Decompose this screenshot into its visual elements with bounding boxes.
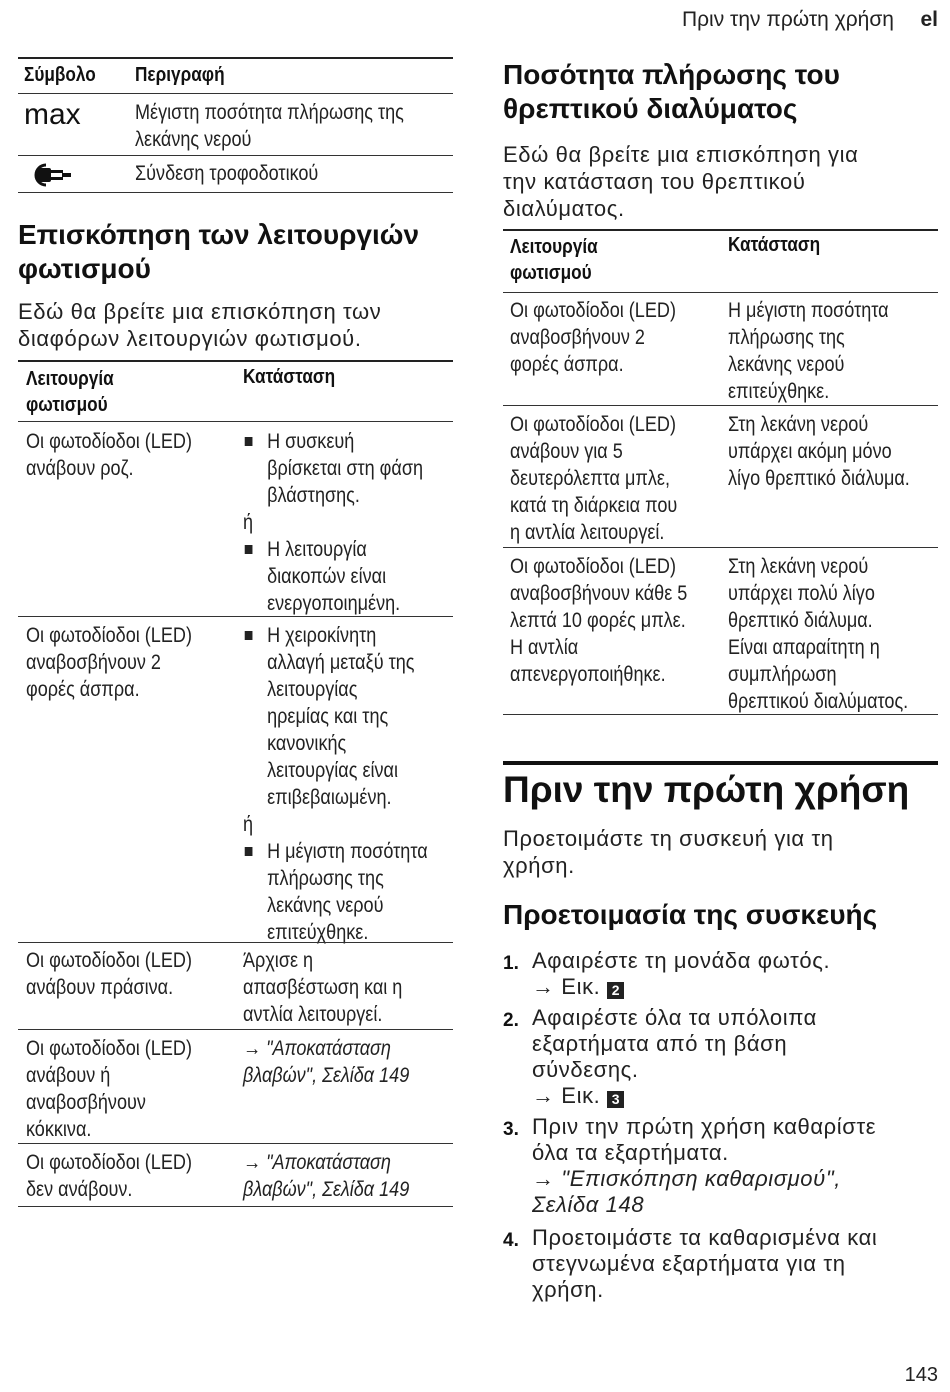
step-number: 3. — [503, 1119, 519, 1140]
table-cell: Οι φωτοδίοδοι (LED) αναβοσβήνουν 2 φορές άσπρα. — [510, 299, 676, 376]
step-text: Προετοιμάστε τα καθαρισμένα και στεγνωμένα εξαρτήματα για τη χρήση. — [532, 1225, 878, 1302]
table-rule — [18, 1029, 453, 1030]
col-header-function: Λειτουργία φωτισμού — [510, 236, 598, 284]
table-rule — [18, 616, 453, 617]
table-cell: Η συσκευή βρίσκεται στη φάση βλάστησης. ή Η λειτουργία διακοπών είναι ενεργοποιημένη. — [243, 430, 424, 615]
table-rule — [503, 292, 938, 293]
table-cell: Άρχισε η απασβέστωση και η αντλία λειτουργεί. — [243, 949, 403, 1026]
figure-number-badge: 2 — [607, 982, 624, 999]
nutrient-heading: Ποσότητα πλήρωσης του θρεπτικού διαλύματος — [503, 59, 840, 124]
power-plug-icon — [26, 162, 72, 193]
table-cell: Οι φωτοδίοδοι (LED) ανάβουν ή αναβοσβήνουν κόκκινα. — [26, 1037, 192, 1141]
first-use-heading: Πριν την πρώτη χρήση — [503, 769, 910, 810]
table-cell: Μέγιστη ποσότητα πλήρωσης της λεκάνης νερού — [135, 101, 404, 151]
table-cell: Οι φωτοδίοδοι (LED) αναβοσβήνουν κάθε 5 λεπτά 10 φορές μπλε. Η αντλία απενεργοποιήθηκε. — [510, 555, 688, 686]
table-cell: Σύνδεση τροφοδοτικού — [135, 162, 319, 185]
table-rule — [503, 547, 938, 548]
step-number: 2. — [503, 1010, 519, 1031]
col-header-symbol: Σύμβολο — [24, 64, 96, 86]
table-cell: Η χειροκίνητη αλλαγή μεταξύ της λειτουργίας ηρεμίας και της κανονικής λειτουργίας είναι επιβεβαιωμένη. ή Η μέγιστη ποσότητα πλήρωσης της λεκάνης νερού επιτεύχθηκε. — [243, 624, 428, 944]
col-header-function: Λειτουργία φωτισμού — [26, 368, 114, 416]
table-rule — [503, 405, 938, 406]
table-cell: Οι φωτοδίοδοι (LED) αναβοσβήνουν 2 φορές άσπρα. — [26, 624, 192, 701]
table-cell: Οι φωτοδίοδοι (LED) δεν ανάβουν. — [26, 1151, 192, 1201]
table-rule — [18, 57, 453, 59]
table-rule — [18, 93, 453, 94]
col-header-status: Κατάσταση — [243, 366, 336, 388]
cross-reference-link[interactable]: → "Αποκατάσταση βλαβών", Σελίδα 149 — [243, 1151, 410, 1201]
nutrient-intro: Εδώ θα βρείτε μια επισκόπηση για την κατάσταση του θρεπτικού διαλύματος. — [503, 142, 859, 221]
step-number: 1. — [503, 953, 519, 974]
lighting-intro: Εδώ θα βρείτε μια επισκόπηση των διαφόρων λειτουργιών φωτισμού. — [18, 299, 382, 351]
figure-number-badge: 3 — [607, 1091, 624, 1108]
cross-reference-link[interactable]: → "Αποκατάσταση βλαβών", Σελίδα 149 — [243, 1037, 410, 1087]
table-cell: Οι φωτοδίοδοι (LED) ανάβουν πράσινα. — [26, 949, 192, 999]
lighting-heading: Επισκόπηση των λειτουργιών φωτισμού — [18, 219, 420, 284]
cross-reference-link[interactable]: → "Επισκόπηση καθαρισμού", — [532, 1166, 841, 1191]
table-cell: Η μέγιστη ποσότητα πλήρωσης της λεκάνης νερού επιτεύχθηκε. — [728, 299, 889, 403]
table-rule — [18, 192, 453, 193]
section-divider — [503, 761, 938, 765]
prepare-heading: Προετοιμασία της συσκευής — [503, 899, 878, 930]
table-cell: Στη λεκάνη νερού υπάρχει ακόμη μόνο λίγο θρεπτικό διάλυμα. — [728, 413, 910, 490]
list-item: Η μέγιστη ποσότητα πλήρωσης της λεκάνης νερού επιτεύχθηκε. — [243, 838, 428, 946]
language-code: el — [920, 8, 938, 31]
col-header-description: Περιγραφή — [135, 64, 225, 86]
first-use-intro: Προετοιμάστε τη συσκευή για τη χρήση. — [503, 826, 834, 878]
table-rule — [18, 942, 453, 943]
col-header-status: Κατάσταση — [728, 234, 821, 256]
table-rule — [18, 1206, 453, 1207]
step-text: Αφαιρέστε όλα τα υπόλοιπα εξαρτήματα από τη βάση σύνδεσης. → Εικ. 3 — [532, 1005, 817, 1108]
table-cell: Στη λεκάνη νερού υπάρχει πολύ λίγο θρεπτικό διάλυμα. Είναι απαραίτητη η συμπλήρωση θρεπτικού διαλύματος. — [728, 555, 909, 713]
step-number: 4. — [503, 1230, 519, 1251]
table-rule — [18, 360, 453, 362]
page-number: 143 — [904, 1364, 938, 1386]
list-item: Η χειροκίνητη αλλαγή μεταξύ της λειτουργίας ηρεμίας και της κανονικής λειτουργίας είναι επιβεβαιωμένη. — [243, 622, 428, 811]
list-item: Η συσκευή βρίσκεται στη φάση βλάστησης. — [243, 428, 423, 509]
step-text: Αφαιρέστε τη μονάδα φωτός. → Εικ. 2 — [532, 948, 831, 999]
table-rule — [18, 421, 453, 422]
cross-reference-page[interactable]: Σελίδα 148 — [532, 1192, 645, 1217]
table-rule — [18, 155, 453, 156]
list-item: Η λειτουργία διακοπών είναι ενεργοποιημένη. — [243, 536, 423, 617]
running-header: Πριν την πρώτη χρήση — [681, 8, 894, 31]
table-rule — [503, 714, 938, 715]
table-rule — [18, 1143, 453, 1144]
table-rule — [503, 229, 938, 231]
step-text: Πριν την πρώτη χρήση καθαρίστε όλα τα εξαρτήματα. → "Επισκόπηση καθαρισμού", Σελίδα 148 — [532, 1114, 877, 1217]
max-symbol: max — [24, 98, 81, 131]
table-cell: Οι φωτοδίοδοι (LED) ανάβουν ροζ. — [26, 430, 192, 480]
table-cell: Οι φωτοδίοδοι (LED) ανάβουν για 5 δευτερόλεπτα μπλε, κατά τη διάρκεια που η αντλία λειτουργεί. — [510, 413, 678, 544]
